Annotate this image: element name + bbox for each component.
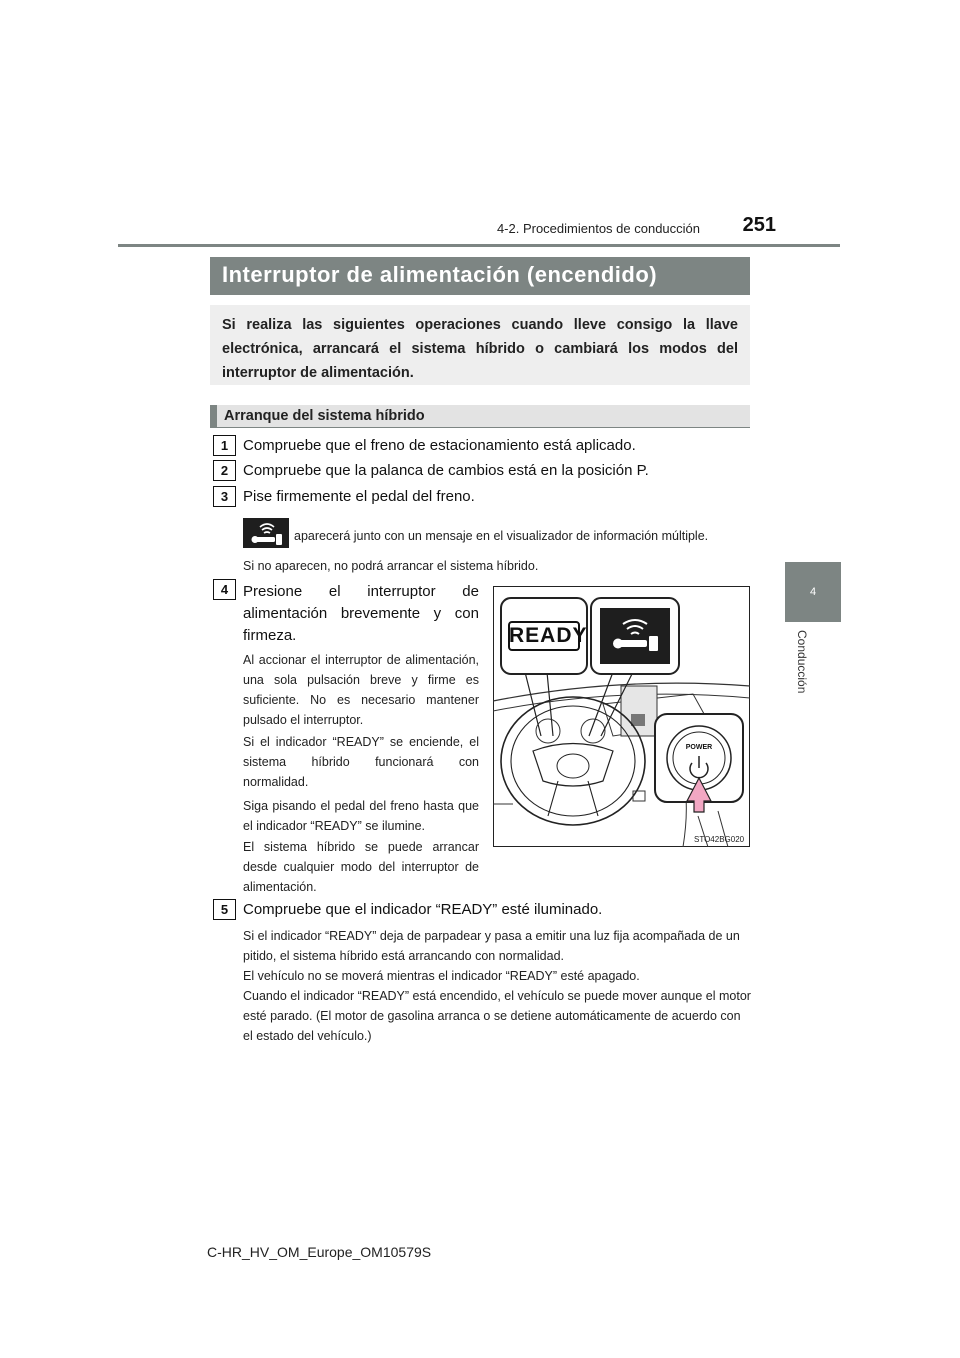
step-number-3: 3	[213, 486, 236, 507]
section-title: 4-2. Procedimientos de conducción	[496, 221, 700, 236]
step-text-4: Presione el interruptor de alimentación brevemente y con firmeza.	[243, 583, 479, 644]
step3-note-icon: aparecerá junto con un mensaje en el visualizador de información múltiple.	[294, 529, 709, 543]
chapter-tab: 4	[785, 562, 841, 622]
page-number: 251	[742, 214, 776, 236]
step-number-5: 5	[213, 899, 236, 920]
step4-note-3: Siga pisando el pedal del freno hasta que el indicador “READY” se ilumine.	[243, 799, 479, 833]
dashboard-figure	[493, 586, 750, 847]
step5-note: Si el indicador “READY” deja de parpadear y pasa a emitir una luz fija acompañada de un pitido, el sistema híbrido está arrancando con normalidad. El vehículo no se moverá mientras el indicador “READY” esté apagado. Cuando el indicador “READY” está encendido, el vehículo se puede mover aunque el motor esté parado. (El motor de gasolina arranca o se detiene automáticamente de acuerdo con el estado del vehículo.)	[243, 929, 751, 1043]
step-number-1: 1	[213, 435, 236, 456]
step-text-3: Pise firmemente el pedal del freno.	[243, 488, 475, 505]
header-rule	[118, 244, 840, 247]
subheading-stripe	[210, 405, 217, 428]
page-title: Interruptor de alimentación (encendido)	[222, 262, 658, 287]
step-number-2: 2	[213, 460, 236, 481]
step4-note-1: Al accionar el interruptor de alimentación, una sola pulsación breve y firme es suficiente. No es necesario mantener pulsado el interruptor.	[243, 653, 479, 727]
power-button-label: POWER	[685, 744, 713, 751]
subheading: Arranque del sistema híbrido	[224, 408, 425, 424]
step-text-5: Compruebe que el indicador “READY” esté iluminado.	[243, 901, 603, 918]
key-indicator-icon	[243, 518, 289, 548]
intro-text: Si realiza las siguientes operaciones cuando lleve consigo la llave electrónica, arrancará el sistema híbrido o cambiará los modos del interruptor de alimentación.	[222, 317, 738, 381]
step-number-4: 4	[213, 579, 236, 600]
step-text-2: Compruebe que la palanca de cambios está en la posición P.	[243, 462, 649, 479]
chapter-label: Conducción	[795, 630, 809, 694]
step3-note: Si no aparecen, no podrá arrancar el sistema híbrido.	[243, 559, 539, 573]
ready-indicator-label: READY	[509, 624, 588, 647]
document-code: C-HR_HV_OM_Europe_OM10579S	[207, 1244, 432, 1260]
step-text-1: Compruebe que el freno de estacionamiento está aplicado.	[243, 437, 636, 454]
step4-note-4: El sistema híbrido se puede arrancar desde cualquier modo del interruptor de alimentación.	[243, 840, 479, 894]
step4-note-2: Si el indicador “READY” se enciende, el sistema híbrido funcionará con normalidad.	[243, 735, 479, 789]
figure-code: STO42BG020	[694, 835, 745, 844]
